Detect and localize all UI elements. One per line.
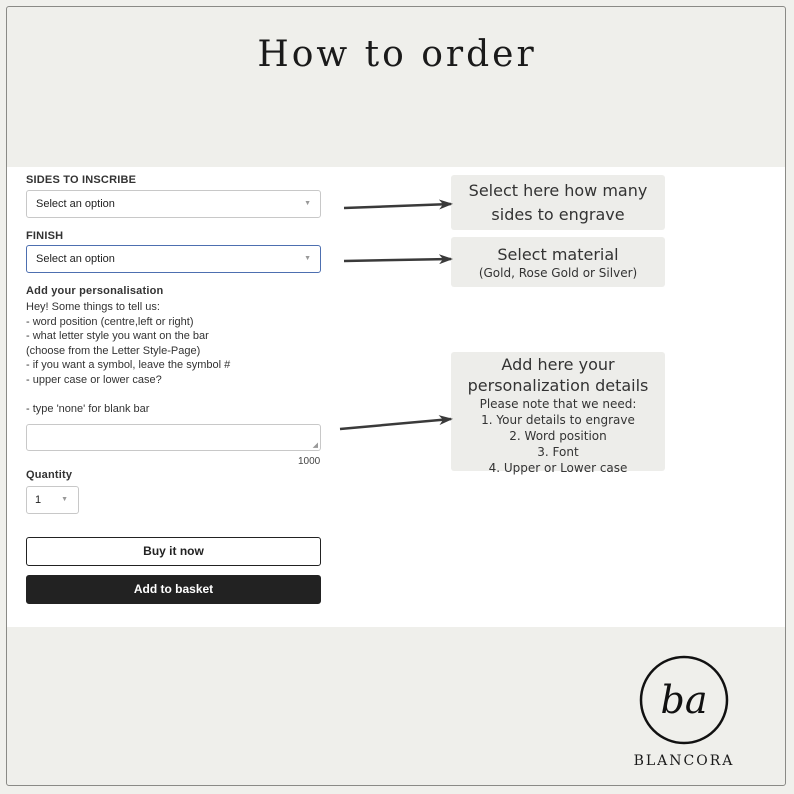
quantity-value: 1 — [35, 494, 42, 506]
char-count: 1000 — [298, 456, 321, 467]
callout-personalization-line2: personalization details — [467, 376, 649, 395]
add-to-basket-button[interactable]: Add to basket — [26, 575, 321, 604]
callout-personalization-line1: Add here your — [501, 355, 615, 374]
personalisation-note: Hey! Some things to tell us: - word position (centre,left or right) - what letter style you want on the bar (choose from the Letter Style-Page) - if you want a symbol, leave the symbol # - upper case or lower case? - type 'none' for blank bar — [26, 301, 231, 415]
callout-item: 3. Font — [537, 445, 579, 459]
chevron-down-icon: ▼ — [304, 255, 311, 262]
personalisation-input[interactable] — [26, 424, 321, 451]
brand-logo — [639, 655, 729, 745]
callout-material-line2: (Gold, Rose Gold or Silver) — [478, 266, 638, 280]
chevron-down-icon: ▼ — [304, 200, 311, 207]
sides-select-value: Select an option — [36, 198, 115, 210]
callout-sides-line2: sides to engrave — [491, 205, 625, 224]
finish-select-value: Select an option — [36, 253, 115, 265]
brand-monogram: ba — [660, 678, 708, 722]
resize-handle-icon[interactable]: ◢ — [312, 442, 318, 449]
finish-label: FINISH — [26, 230, 64, 242]
callout-item: 2. Word position — [509, 429, 607, 443]
callout-sides — [451, 175, 665, 230]
callout-personalization — [451, 352, 665, 475]
quantity-select[interactable] — [26, 486, 79, 514]
callout-material — [451, 237, 665, 287]
callout-item: 4. Upper or Lower case — [488, 461, 628, 475]
page-title: How to order — [257, 34, 537, 75]
callout-material-line1: Select material — [497, 245, 619, 264]
quantity-label: Quantity — [26, 469, 73, 481]
callout-personalization-line3: Please note that we need: — [479, 397, 637, 411]
chevron-down-icon: ▼ — [61, 496, 68, 503]
brand-name: BLANCORA — [633, 753, 735, 769]
finish-select[interactable] — [26, 245, 321, 273]
callout-sides-line1: Select here how many — [468, 181, 648, 200]
sides-label: SIDES TO INSCRIBE — [26, 174, 137, 186]
callout-item: 1. Your details to engrave — [481, 413, 635, 427]
sides-select[interactable] — [26, 190, 321, 218]
personalisation-label: Add your personalisation — [26, 285, 164, 297]
buy-now-button[interactable]: Buy it now — [26, 537, 321, 566]
